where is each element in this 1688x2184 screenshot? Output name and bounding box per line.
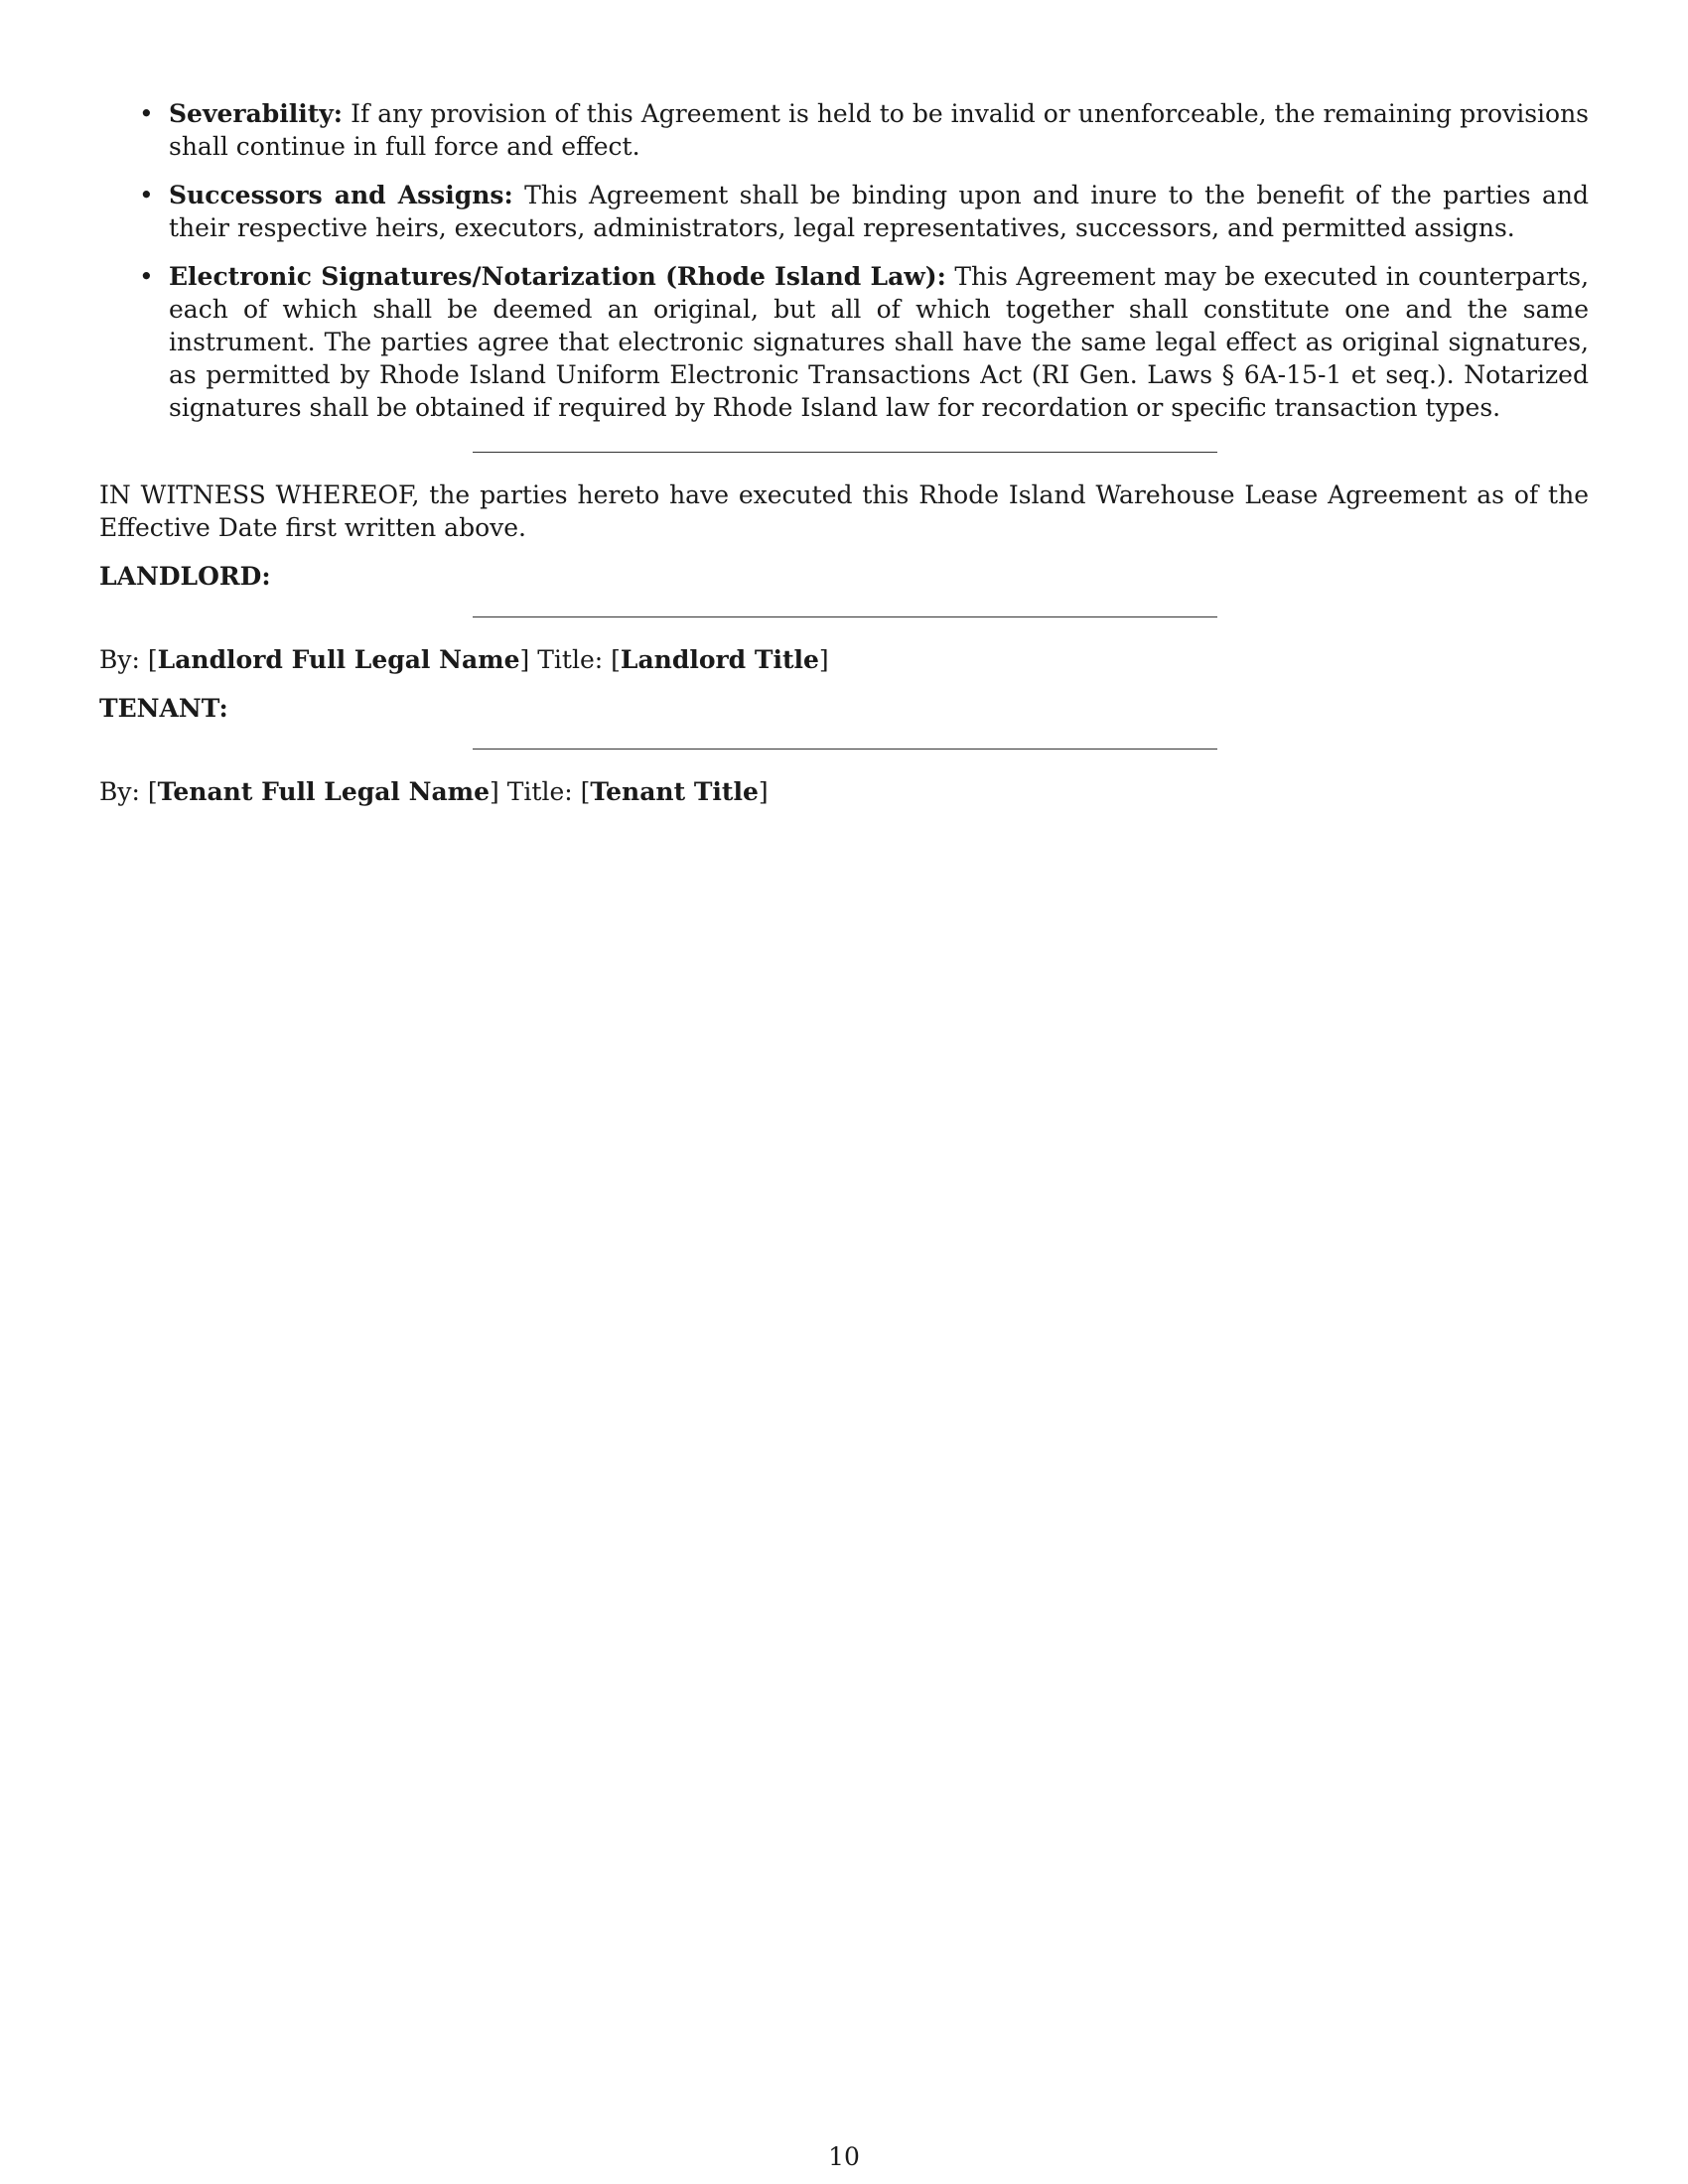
clause-text: If any provision of this Agreement is held to be invalid or unenforceable, the remaining provisions shall continue in full force and effect. (169, 99, 1590, 161)
clause-term: Successors and Assigns: (169, 181, 513, 209)
clause-successors-and-assigns (99, 179, 1589, 244)
by-label: By: (99, 645, 140, 674)
clause-severability (99, 97, 1589, 163)
tenant-heading: TENANT: (99, 694, 228, 723)
witness-statement: IN WITNESS WHEREOF, the parties hereto have executed this Rhode Island Warehouse Lease Agreement as of the Effective Date first written above. (99, 480, 1589, 542)
landlord-name: Landlord Full Legal Name (157, 645, 520, 674)
landlord-title: Landlord Title (620, 645, 819, 674)
clause-text: This Agreement may be executed in counterparts, each of which shall be deemed an original, but all of which together shall constitute one and the same instrument. The parties agree that electronic signatures shall have the same legal effect as original signatures, as permitted by Rhode Island Uniform Electronic Transactions Act (RI Gen. Laws § 6A-15-1 et seq.). Notarized signatures shall be obtained if required by Rhode Island law for recordation or specific transaction types. (169, 262, 1590, 422)
clause-text: This Agreement shall be binding upon and inure to the benefit of the parties and their respective heirs, executors, administrators, legal representatives, successors, and permitted assigns. (169, 181, 1589, 242)
tenant-title: Tenant Title (590, 777, 759, 806)
landlord-sign-block: By: [Landlord Full Legal Name] Title: [Landlord Title] (99, 645, 829, 674)
title-label: Title: (537, 645, 604, 674)
bullet-icon: • (139, 181, 154, 209)
clause-term: Severability: (169, 99, 344, 128)
tenant-sign-block: By: [Tenant Full Legal Name] Title: [Tenant Title] (99, 777, 769, 806)
title-label: Title: (506, 777, 573, 806)
by-label: By: (99, 777, 140, 806)
section-divider (473, 452, 1217, 453)
bullet-icon: • (139, 262, 154, 291)
document-page (99, 97, 1589, 808)
landlord-signature-line (473, 616, 1217, 617)
tenant-name: Tenant Full Legal Name (157, 777, 491, 806)
clause-list (99, 97, 1589, 424)
bullet-icon: • (139, 99, 154, 128)
clause-electronic-signatures (99, 260, 1589, 424)
tenant-signature-line (473, 749, 1217, 750)
page-number: 10 (828, 2142, 860, 2171)
landlord-heading: LANDLORD: (99, 562, 271, 591)
clause-term: Electronic Signatures/Notarization (Rhode Island Law): (169, 262, 946, 291)
